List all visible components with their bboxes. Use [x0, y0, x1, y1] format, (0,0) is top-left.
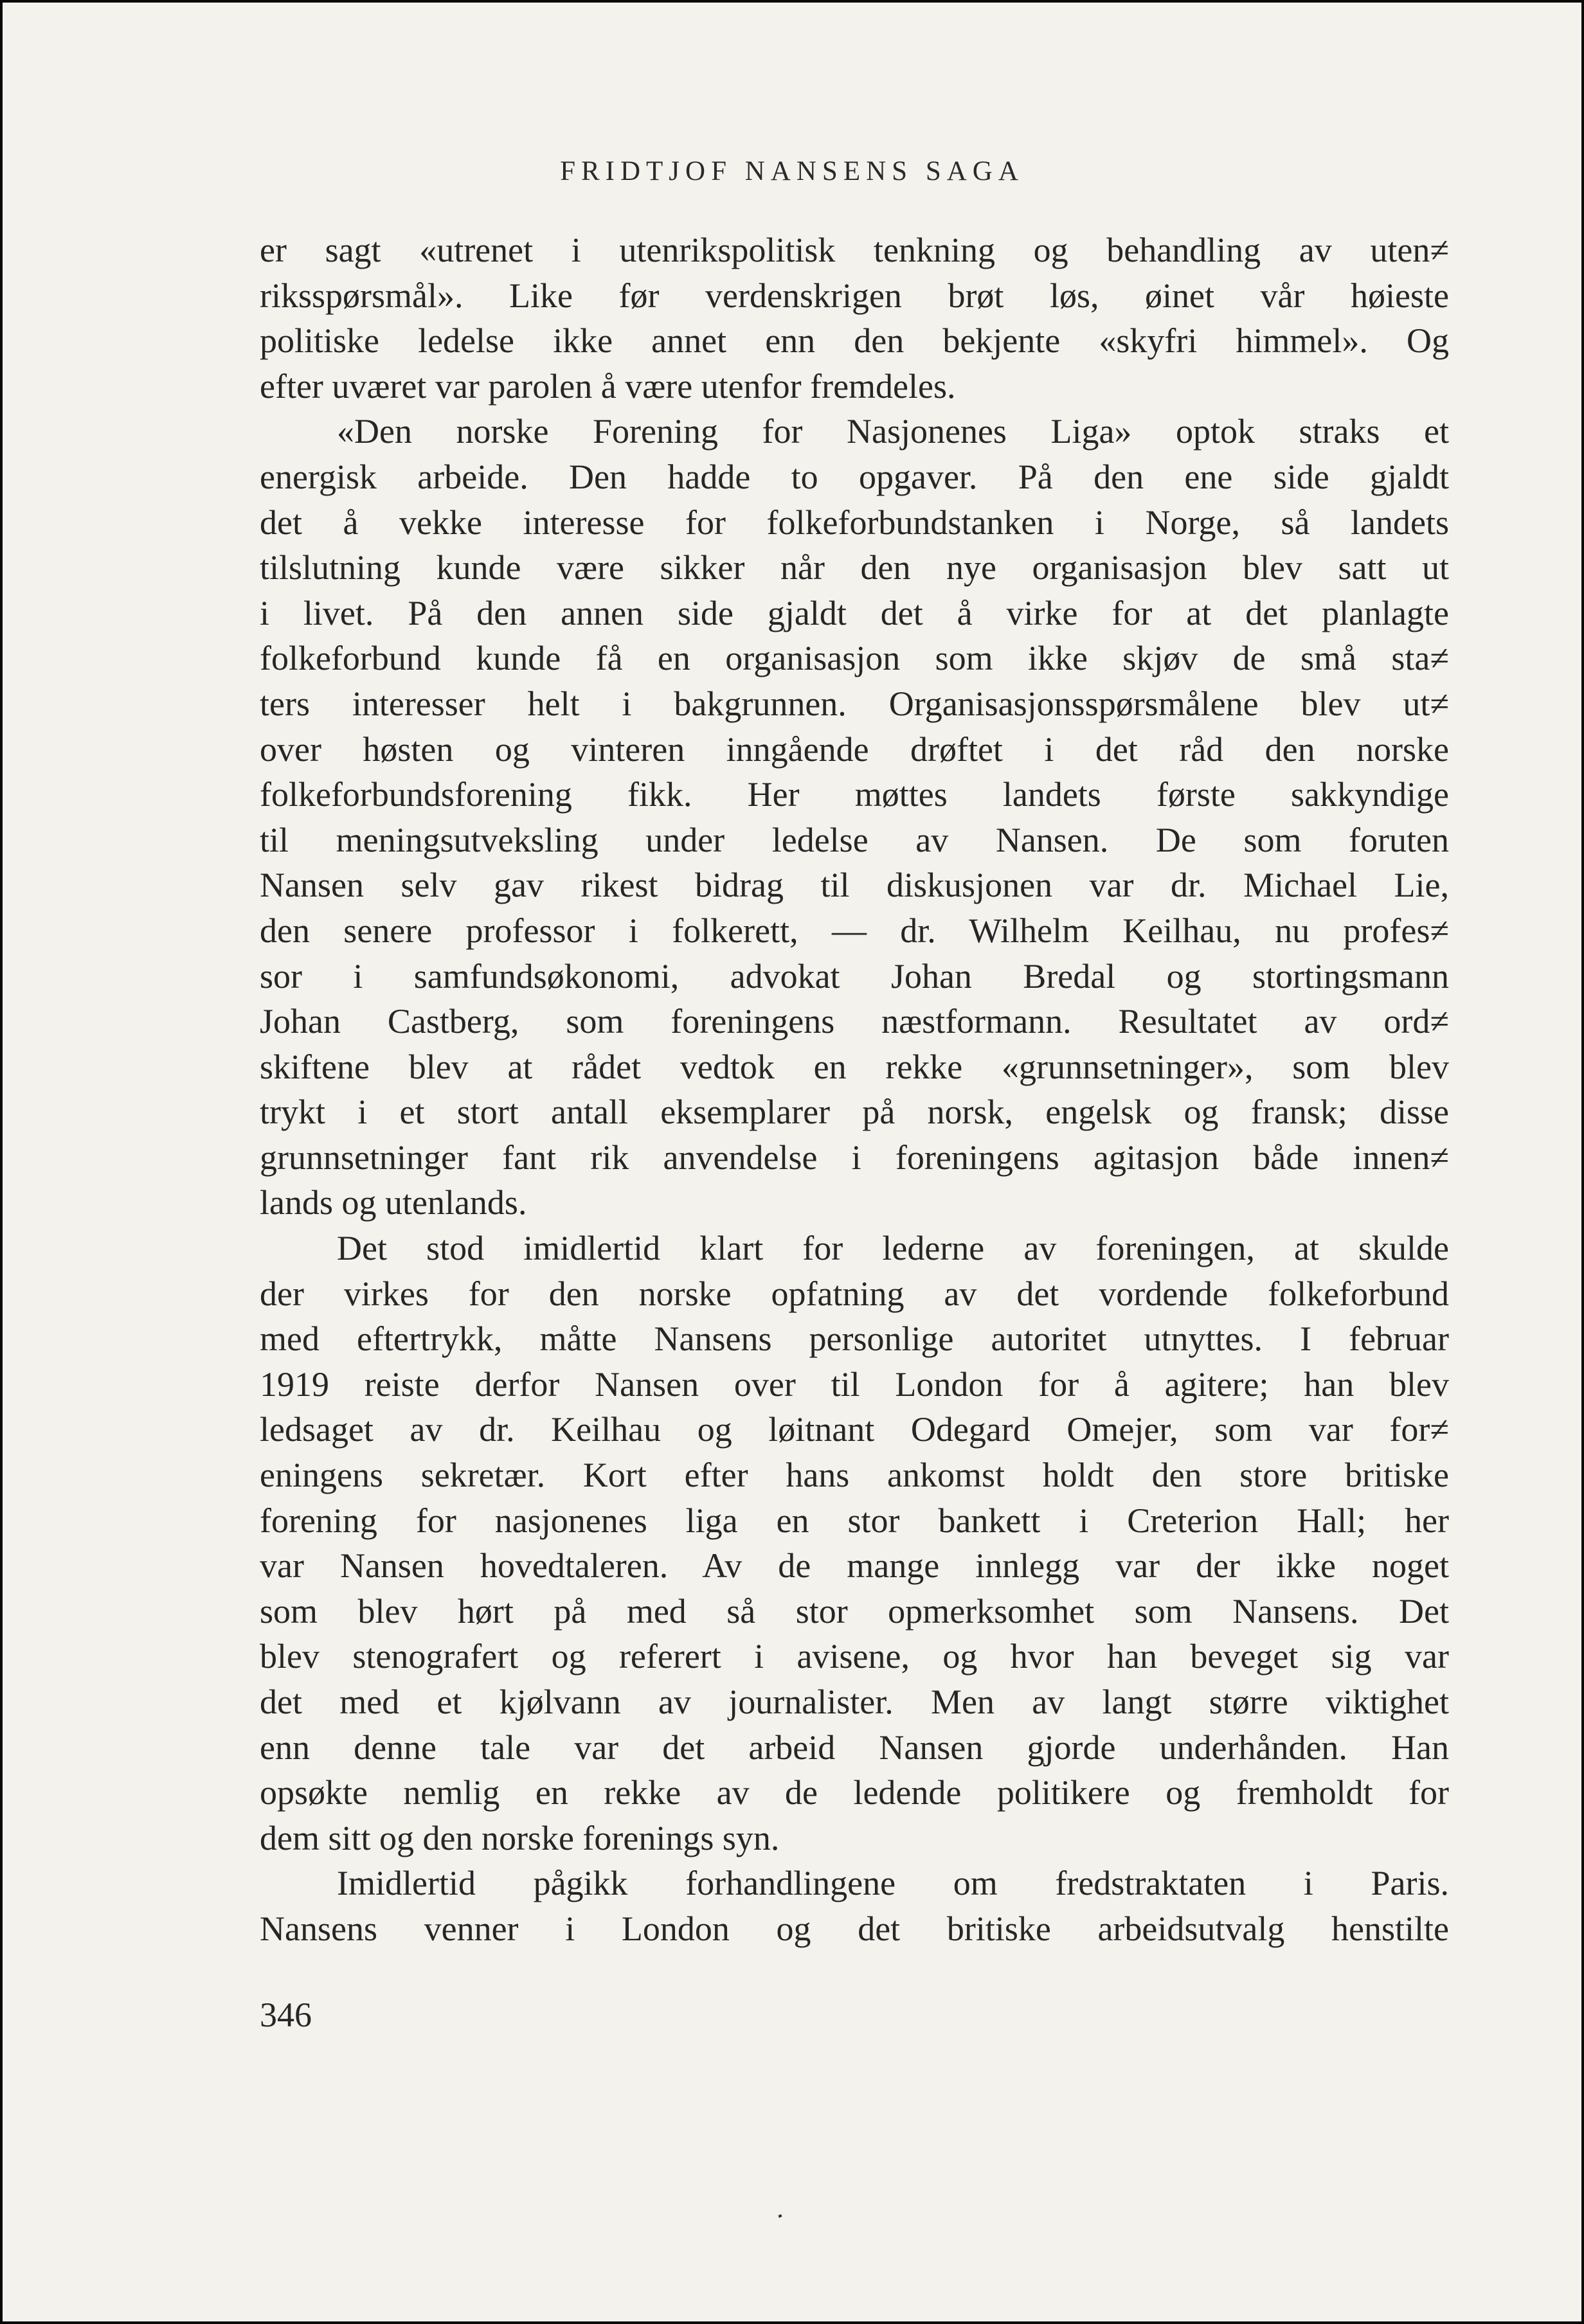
text-line: er sagt «utrenet i utenrikspolitisk tenkning og behandling av uten≠ — [260, 231, 1449, 269]
text-line: dem sitt og den norske forenings syn. — [260, 1818, 780, 1857]
text-line: den senere professor i folkerett, — dr. Wilhelm Keilhau, nu profes≠ — [260, 911, 1449, 950]
text-line: 1919 reiste derfor Nansen over til London for å agitere; han blev — [260, 1364, 1449, 1404]
text-line: opsøkte nemlig en rekke av de ledende politikere og fremholdt for — [260, 1773, 1449, 1812]
text-line: ters interesser helt i bakgrunnen. Organisasjonsspørsmålene blev ut≠ — [260, 684, 1449, 723]
text-line: var Nansen hovedtaleren. Av de mange innlegg var der ikke noget — [260, 1546, 1449, 1586]
text-line: det med et kjølvann av journalister. Men av langt større viktighet — [260, 1683, 1449, 1721]
text-line: blev stenografert og referert i avisene, og hvor han beveget sig var — [260, 1637, 1449, 1676]
text-line: riksspørsmål». Like før verdenskrigen brøt løs, øinet vår høieste — [260, 276, 1449, 315]
text-line: lands og utenlands. — [260, 1183, 527, 1222]
text-line: tilslutning kunde være sikker når den nye organisasjon blev satt ut — [260, 548, 1449, 587]
text-line: skiftene blev at rådet vedtok en rekke «grunnsetninger», som blev — [260, 1047, 1449, 1086]
text-line: med eftertrykk, måtte Nansens personlige autoritet utnyttes. I februar — [260, 1319, 1449, 1359]
text-line: energisk arbeide. Den hadde to opgaver. På den ene side gjaldt — [260, 457, 1449, 496]
text-line: som blev hørt på med så stor opmerksomhet som Nansens. Det — [260, 1591, 1449, 1631]
text-line: over høsten og vinteren inngående drøftet i det råd den norske — [260, 729, 1449, 769]
book-page — [3, 3, 1581, 2321]
text-line: det å vekke interesse for folkeforbundstanken i Norge, så landets — [260, 503, 1449, 542]
text-line: Johan Castberg, som foreningens næstformann. Resultatet av ord≠ — [260, 1002, 1449, 1041]
text-line: politiske ledelse ikke annet enn den bekjente «skyfri himmel». Og — [260, 321, 1449, 361]
text-line: grunnsetninger fant rik anvendelse i foreningens agitasjon både innen≠ — [260, 1138, 1449, 1177]
text-line: folkeforbundsforening fikk. Her møttes landets første sakkyndige — [260, 775, 1449, 814]
page-number: 346 — [260, 1996, 312, 2034]
text-line: efter uværet var parolen å være utenfor fremdeles. — [260, 366, 956, 406]
text-line: Nansens venner i London og det britiske arbeidsutvalg henstilte — [260, 1909, 1449, 1948]
text-line: der virkes for den norske opfatning av det vordende folkeforbund — [260, 1274, 1449, 1313]
text-line: Imidlertid pågikk forhandlingene om fredstraktaten i Paris. — [337, 1864, 1449, 1903]
text-line: til meningsutveksling under ledelse av Nansen. De som foruten — [260, 820, 1449, 859]
text-line: i livet. På den annen side gjaldt det å virke for at det planlagte — [260, 593, 1449, 632]
text-line: enn denne tale var det arbeid Nansen gjorde underhånden. Han — [260, 1728, 1449, 1767]
text-line: Det stod imidlertid klart for lederne av foreningen, at skulde — [337, 1229, 1449, 1268]
body-text — [260, 228, 1449, 1952]
text-line: folkeforbund kunde få en organisasjon som ikke skjøv de små sta≠ — [260, 639, 1449, 678]
text-line: ledsaget av dr. Keilhau og løitnant Odegard Omejer, som var for≠ — [260, 1410, 1449, 1449]
ink-speck — [778, 2214, 782, 2218]
text-line: eningens sekretær. Kort efter hans ankomst holdt den store britiske — [260, 1456, 1449, 1495]
running-head: FRIDTJOF NANSENS SAGA — [560, 156, 1024, 186]
text-line: «Den norske Forening for Nasjonenes Liga» optok straks et — [337, 412, 1449, 451]
text-line: trykt i et stort antall eksemplarer på norsk, engelsk og fransk; disse — [260, 1093, 1449, 1132]
text-line: sor i samfundsøkonomi, advokat Johan Bredal og stortingsmann — [260, 956, 1449, 996]
text-line: forening for nasjonenes liga en stor bankett i Creterion Hall; her — [260, 1501, 1449, 1540]
text-line: Nansen selv gav rikest bidrag til diskusjonen var dr. Michael Lie, — [260, 866, 1449, 905]
